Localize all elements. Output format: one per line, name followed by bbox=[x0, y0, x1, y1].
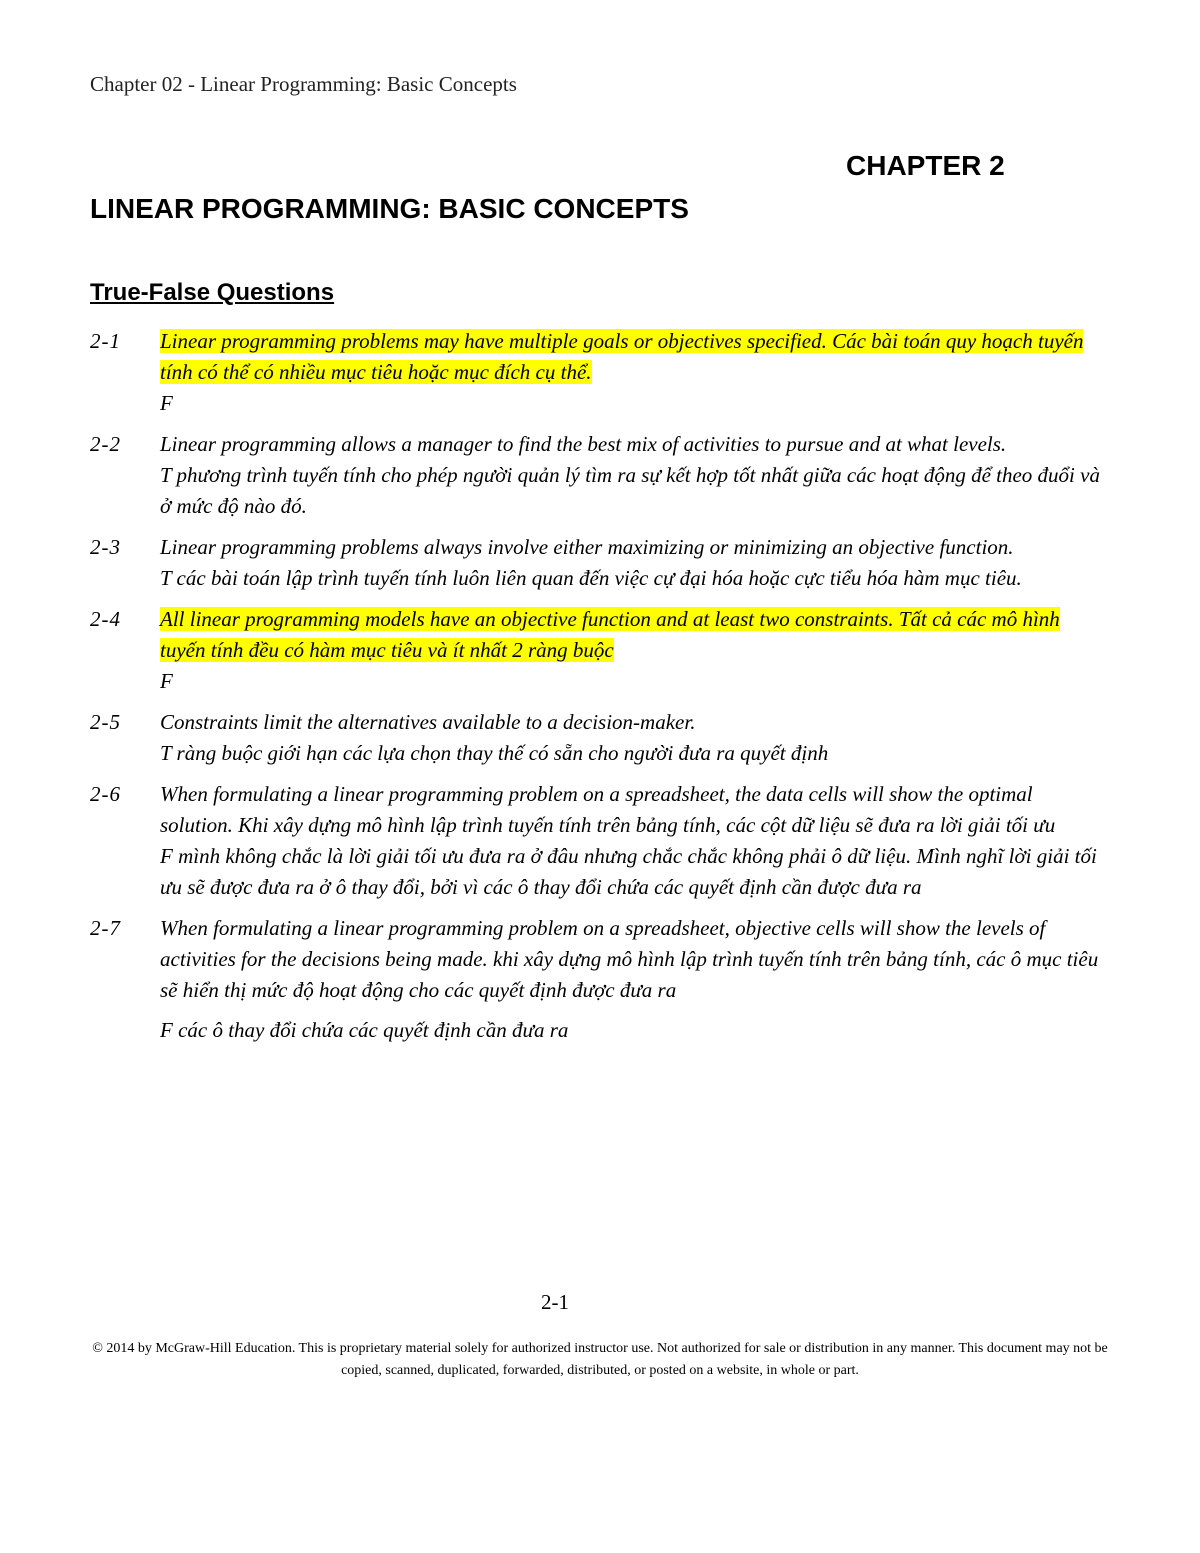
question-text: Linear programming problems may have multiple goals or objectives specified. Các bài toán quy hoạch tuyến tính có thể có nhiều mục tiêu hoặc mục đích cụ thể. bbox=[160, 329, 1084, 384]
chapter-title: LINEAR PROGRAMMING: BASIC CONCEPTS bbox=[90, 193, 689, 224]
copyright-notice: © 2014 by McGraw-Hill Education. This is proprietary material solely for authorized instructor use. Not authorized for sale or distribution in any manner. This document may not be copied, scanned, duplicated, forwarded, distributed, or posted on a website, in whole or part. bbox=[92, 1341, 1108, 1378]
question-number: 2-5 bbox=[90, 710, 121, 734]
question-text: Constraints limit the alternatives available to a decision-maker. bbox=[160, 710, 696, 734]
answer-text: T các bài toán lập trình tuyến tính luôn liên quan đến việc cự đại hóa hoặc cực tiểu hóa hàm mục tiêu. bbox=[160, 566, 1022, 590]
section-title: True-False Questions bbox=[90, 279, 335, 306]
question-text: Linear programming allows a manager to find the best mix of activities to pursue and at what levels. bbox=[160, 432, 1007, 456]
question-item bbox=[90, 429, 1110, 522]
question-text: When formulating a linear programming problem on a spreadsheet, the data cells will show the optimal solution. Khi xây dựng mô hình lập trình tuyến tính trên bảng tính, các cột dữ liệu sẽ đưa ra lời giải tối ưu bbox=[160, 782, 1056, 837]
question-list bbox=[90, 326, 1110, 1056]
question-text: Linear programming problems always involve either maximizing or minimizing an objective function. bbox=[160, 535, 1014, 559]
question-item bbox=[90, 604, 1110, 697]
question-number: 2-4 bbox=[90, 607, 121, 631]
page-header: Chapter 02 - Linear Programming: Basic Concepts bbox=[90, 72, 517, 96]
question-number: 2-2 bbox=[90, 432, 121, 456]
chapter-label: CHAPTER 2 bbox=[846, 150, 1005, 181]
question-item bbox=[90, 326, 1110, 419]
answer-text: F bbox=[160, 669, 173, 693]
question-number: 2-6 bbox=[90, 782, 121, 806]
question-item bbox=[90, 779, 1110, 903]
answer-text: T phương trình tuyến tính cho phép người quản lý tìm ra sự kết hợp tốt nhất giữa các hoạt động để theo đuổi và ở mức độ nào đó. bbox=[160, 463, 1100, 518]
answer-text: F mình không chắc là lời giải tối ưu đưa ra ở đâu nhưng chắc chắc không phải ô dữ liệu. Mình nghĩ lời giải tối ưu sẽ được đưa ra ở ô thay đổi, bởi vì các ô thay đổi chứa các quyết định cần được đưa ra bbox=[160, 844, 1097, 899]
question-item bbox=[90, 532, 1110, 594]
question-item bbox=[90, 707, 1110, 769]
question-text: All linear programming models have an objective function and at least two constraints. Tất cả các mô hình tuyến tính đều có hàm mục tiêu và ít nhất 2 ràng buộc bbox=[160, 607, 1060, 662]
question-number: 2-1 bbox=[90, 329, 121, 353]
question-number: 2-7 bbox=[90, 916, 121, 940]
answer-text: F bbox=[160, 391, 173, 415]
question-item bbox=[90, 913, 1110, 1046]
question-text: When formulating a linear programming problem on a spreadsheet, objective cells will show the levels of activities for the decisions being made. khi xây dựng mô hình lập trình tuyến tính trên bảng tính, các ô mục tiêu sẽ hiển thị mức độ hoạt động cho các quyết định được đưa ra bbox=[160, 916, 1099, 1002]
question-number: 2-3 bbox=[90, 535, 121, 559]
answer-text: T ràng buộc giới hạn các lựa chọn thay thế có sẵn cho người đưa ra quyết định bbox=[160, 741, 829, 765]
page-number: 2-1 bbox=[541, 1290, 569, 1314]
answer-text: F các ô thay đổi chứa các quyết định cần đưa ra bbox=[160, 1018, 569, 1042]
